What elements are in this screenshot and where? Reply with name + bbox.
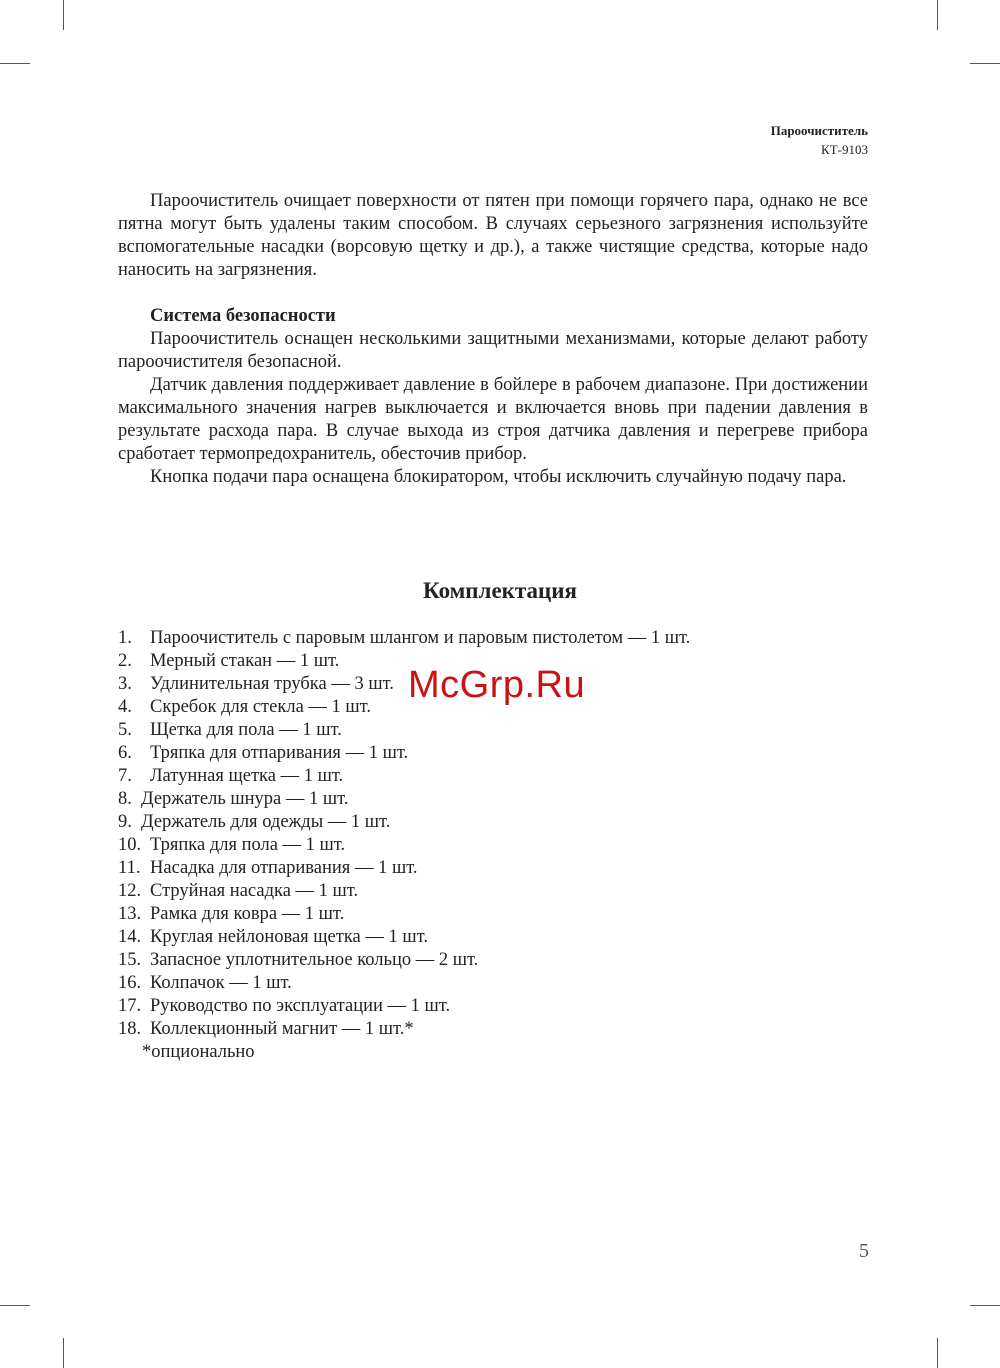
list-item [118,880,690,903]
crop-mark [63,0,64,30]
list-item-text: Мерный стакан — 1 шт. [150,651,340,671]
running-header [771,121,868,159]
list-item-number: 16. [118,973,142,993]
list-item-number: 17. [118,996,142,1016]
intro-section [118,190,868,282]
list-item-text: Щетка для пола — 1 шт. [150,720,342,740]
contents-heading: Комплектация [423,578,577,603]
list-item [118,857,690,880]
list-item-text: Латунная щетка — 1 шт. [150,766,344,786]
list-item [118,926,690,949]
safety-paragraph: Датчик давления поддерживает давление в бойлере в рабочем диапазоне. При достижении максимального значения нагрев выключается и включается вновь при падении давления в результате расхода пара. В случае выхода из строя датчика давления и перегреве прибора сработает термопредохранитель, обесточив прибор. [118,375,868,464]
list-item [118,811,690,834]
watermark-logo: McGrp.Ru [408,664,586,706]
safety-paragraph: Пароочиститель оснащен несколькими защитными механизмами, которые делают работу пароочистителя безопасной. [118,329,868,372]
list-item [118,788,690,811]
list-item [118,995,690,1018]
list-item-text: Пароочиститель с паровым шлангом и паровым пистолетом — 1 шт. [150,628,691,648]
list-item-text: Рамка для ковра — 1 шт. [150,904,345,924]
crop-mark [0,63,30,64]
list-item-number: 2. [118,651,132,671]
list-item-text: Держатель для одежды — 1 шт. [141,812,391,832]
list-item-number: 5. [118,720,132,740]
list-item-number: 1. [118,628,132,648]
list-item-text: Руководство по эксплуатации — 1 шт. [150,996,451,1016]
list-item [118,765,690,788]
crop-mark [970,1305,1000,1306]
list-item-number: 12. [118,881,142,901]
list-item-number: 7. [118,766,132,786]
header-model: КТ-9103 [821,142,868,157]
list-item-number: 13. [118,904,142,924]
list-item-number: 18. [118,1019,142,1039]
list-item [118,972,690,995]
list-item [118,719,690,742]
list-item-text: Скребок для стекла — 1 шт. [150,697,371,717]
list-item-text: Держатель шнура — 1 шт. [141,789,349,809]
list-item-text: Удлинительная трубка — 3 шт. [150,674,394,694]
list-item [118,742,690,765]
list-item [118,1018,690,1041]
list-item [118,949,690,972]
header-product: Пароочиститель [770,123,868,138]
list-item-number: 11. [118,858,141,878]
crop-mark [937,0,938,30]
footnote: *опционально [142,1042,255,1062]
list-item-text: Тряпка для отпаривания — 1 шт. [150,743,409,763]
list-item [118,673,690,696]
list-item-number: 14. [118,927,142,947]
list-item-number: 3. [118,674,132,694]
list-item-number: 10. [118,835,142,855]
list-item-number: 4. [118,697,132,717]
list-item-text: Коллекционный магнит — 1 шт.* [150,1019,414,1039]
list-item-text: Струйная насадка — 1 шт. [150,881,359,901]
crop-mark [970,63,1000,64]
list-item-number: 9. [118,812,132,832]
list-item-text: Колпачок — 1 шт. [150,973,292,993]
list-item-text: Тряпка для пола — 1 шт. [150,835,346,855]
list-item-text: Насадка для отпаривания — 1 шт. [150,858,418,878]
list-item-text: Запасное уплотнительное кольцо — 2 шт. [150,950,479,970]
list-item-text: Круглая нейлоновая щетка — 1 шт. [150,927,428,947]
intro-paragraph: Пароочиститель очищает поверхности от пятен при помощи горячего пара, однако не все пятна могут быть удалены таким способом. В случаях серьезного загрязнения используйте вспомогательные насадки (ворсовую щетку и др.), а также чистящие средства, которые надо наносить на загрязнения. [118,191,868,280]
page-number: 5 [859,1240,869,1262]
crop-mark [0,1305,30,1306]
list-item [118,650,690,673]
list-item [118,627,690,650]
contents-list [118,627,690,1041]
list-item [118,903,690,926]
list-item [118,834,690,857]
list-item-number: 6. [118,743,132,763]
list-item-number: 8. [118,789,132,809]
crop-mark [63,1338,64,1368]
crop-mark [937,1338,938,1368]
safety-paragraph: Кнопка подачи пара оснащена блокиратором, чтобы исключить случайную подачу пара. [150,467,847,487]
safety-heading: Система безопасности [150,306,336,326]
list-item [118,696,690,719]
safety-section [118,305,868,489]
list-item-number: 15. [118,950,142,970]
